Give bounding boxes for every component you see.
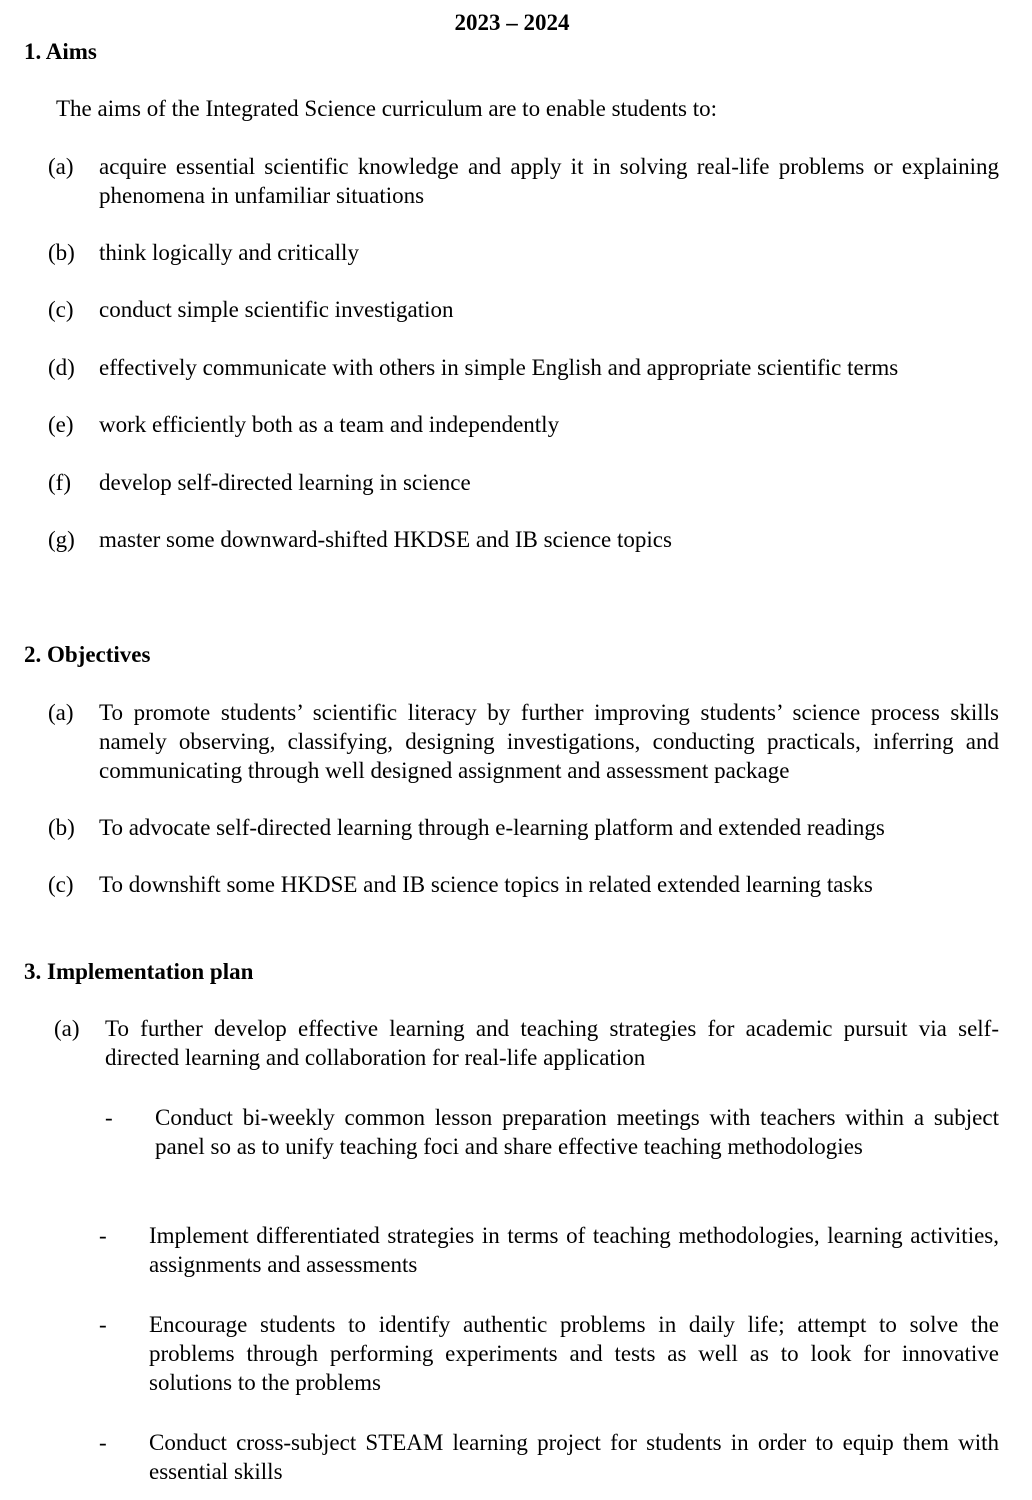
item-text: master some downward-shifted HKDSE and IB science topics bbox=[99, 527, 672, 552]
bullet-text: Conduct cross-subject STEAM learning project for students in order to equip them with essential skills bbox=[149, 1430, 999, 1484]
item-text: To downshift some HKDSE and IB science topics in related extended learning tasks bbox=[99, 872, 873, 897]
item-text: To promote students’ scientific literacy by further improving students’ science process skills namely observing, classifying, designing investigations, conducting practicals, inferring and communicating through well designed assignment and assessment package bbox=[99, 700, 999, 783]
document-year: 2023 – 2024 bbox=[454, 10, 570, 35]
item-text: To advocate self-directed learning through e-learning platform and extended readings bbox=[99, 815, 885, 840]
bullet-dash: - bbox=[99, 1312, 107, 1337]
section-heading-implementation: 3. Implementation plan bbox=[24, 959, 254, 984]
item-marker: (a) bbox=[48, 154, 74, 179]
aims-intro: The aims of the Integrated Science curriculum are to enable students to: bbox=[56, 96, 718, 121]
item-marker: (b) bbox=[48, 815, 75, 840]
item-text: work efficiently both as a team and independently bbox=[99, 412, 560, 437]
item-text: think logically and critically bbox=[99, 240, 359, 265]
item-marker: (b) bbox=[48, 240, 75, 265]
section-heading-aims: 1. Aims bbox=[24, 39, 97, 64]
item-marker: (d) bbox=[48, 355, 75, 380]
item-marker: (c) bbox=[48, 872, 74, 897]
item-marker: (g) bbox=[48, 527, 75, 552]
item-text: acquire essential scientific knowledge and apply it in solving real-life problems or explaining phenomena in unfamiliar situations bbox=[99, 154, 999, 208]
item-text: To further develop effective learning and teaching strategies for academic pursuit via self-directed learning and collaboration for real-life application bbox=[105, 1016, 999, 1070]
item-marker: (f) bbox=[48, 470, 71, 495]
item-marker: (e) bbox=[48, 412, 74, 437]
section-heading-objectives: 2. Objectives bbox=[24, 642, 151, 667]
item-marker: (a) bbox=[48, 700, 74, 725]
bullet-dash: - bbox=[99, 1430, 107, 1455]
item-marker: (a) bbox=[54, 1016, 80, 1041]
bullet-text: Implement differentiated strategies in terms of teaching methodologies, learning activities, assignments and assessments bbox=[149, 1223, 999, 1277]
bullet-dash: - bbox=[99, 1223, 107, 1248]
item-text: develop self-directed learning in science bbox=[99, 470, 471, 495]
item-marker: (c) bbox=[48, 297, 74, 322]
item-text: conduct simple scientific investigation bbox=[99, 297, 454, 322]
bullet-text: Conduct bi-weekly common lesson preparation meetings with teachers within a subject panel so as to unify teaching foci and share effective teaching methodologies bbox=[155, 1105, 999, 1159]
bullet-text: Encourage students to identify authentic problems in daily life; attempt to solve the problems through performing experiments and tests as well as to look for innovative solutions to the problems bbox=[149, 1312, 999, 1395]
bullet-dash: - bbox=[105, 1105, 113, 1130]
item-text: effectively communicate with others in simple English and appropriate scientific terms bbox=[99, 355, 899, 380]
